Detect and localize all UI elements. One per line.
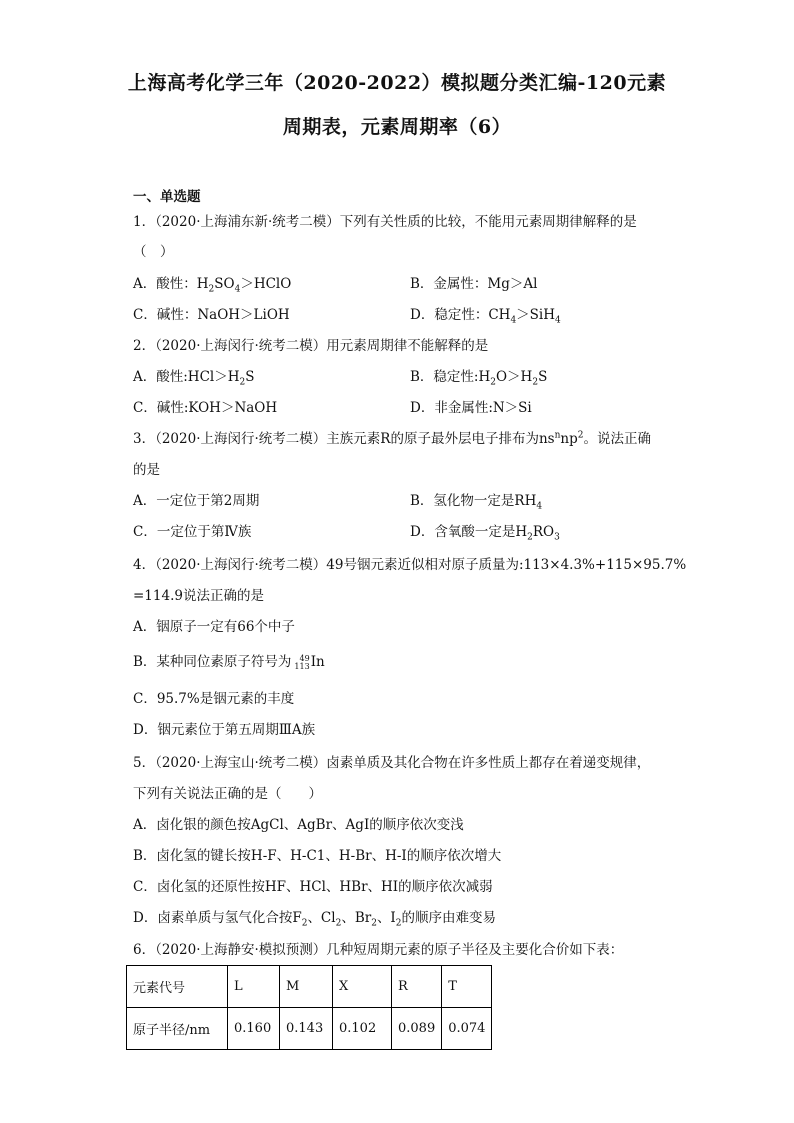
q5-option-a: A．卤化银的颜色按AgCl、AgBr、AgI的顺序依次变浅 — [133, 817, 464, 833]
q3-option-b: B．氢化物一定是$RH_4$ — [410, 493, 543, 512]
q2-option-a: A．酸性$:HCl>H_2S$ — [133, 369, 255, 388]
q3-stem: 3．（2020·上海闵行·统考二模）主族元素R的原子最外层电子排布为$ns^nnp^2$。说法正确 — [133, 430, 651, 447]
table-cell: 0.160 — [228, 1008, 280, 1050]
table-cell: 0.074 — [442, 1008, 492, 1050]
table-cell: 原子半径/nm — [127, 1008, 228, 1050]
document-title-line2: 周期表，元素周期率（6） — [282, 116, 512, 138]
element-data-table — [126, 965, 492, 1050]
q3-option-c: C．一定位于第Ⅳ族 — [133, 524, 252, 540]
q3-option-a: A．一定位于第2周期 — [133, 493, 260, 509]
q5-stem: 5．（2020·上海宝山·统考二模）卤素单质及其化合物在许多性质上都存在着递变规律， — [133, 755, 651, 771]
q3-option-d: D．含氧酸一定是$H_2RO_3$ — [410, 524, 560, 543]
table-cell: 0.143 — [280, 1008, 333, 1050]
table-row — [127, 1008, 492, 1050]
q4-option-a: A．铟原子一定有66个中子 — [133, 619, 295, 635]
table-cell: R — [392, 966, 442, 1008]
table-cell: L — [228, 966, 280, 1008]
q1-option-d: D．稳定性：$CH_4>SiH_4$ — [410, 307, 561, 326]
q1-option-b: B．金属性：Mg＞Al — [410, 276, 538, 292]
q5-stem-cont: 下列有关说法正确的是（ ） — [133, 786, 322, 802]
table-cell: 0.102 — [333, 1008, 392, 1050]
table-cell: T — [442, 966, 492, 1008]
q5-option-b: B．卤化氢的键长按H-F、H-C1、H-Br、H-I的顺序依次增大 — [133, 848, 502, 864]
q4-option-d: D．铟元素位于第五周期ⅢA族 — [133, 722, 316, 738]
q1-paren: （ ） — [133, 244, 174, 260]
q3-stem-cont: 的是 — [133, 462, 160, 478]
q4-option-b: B．某种同位素原子符号为 49 113 In — [133, 653, 325, 671]
q4-stem: 4．（2020·上海闵行·统考二模）49号铟元素近似相对原子质量为:113×4.3%+115×95.7% — [133, 557, 687, 573]
q5-option-c: C．卤化氢的还原性按HF、HCl、HBr、HI的顺序依次减弱 — [133, 879, 493, 895]
nuclide-notation: 49 113 — [294, 653, 310, 671]
q1-option-c: C．碱性：NaOH＞LiOH — [133, 307, 290, 323]
q6-stem: 6．（2020·上海静安·模拟预测）几种短周期元素的原子半径及主要化合价如下表： — [133, 942, 624, 958]
q1-stem: 1．（2020·上海浦东新·统考二模）下列有关性质的比较，不能用元素周期律解释的是 — [133, 214, 637, 230]
q5-option-d: D．卤素单质与氢气化合按$F_2$、$Cl_2$、$Br_2$、$I_2$的顺序由难变易 — [133, 910, 497, 929]
table-cell: X — [333, 966, 392, 1008]
q2-option-d: D．非金属性:N＞Si — [410, 400, 532, 416]
q2-option-b: B．稳定性$:H_2O>H_2S$ — [410, 369, 548, 388]
q4-stem-cont: =114.9说法正确的是 — [133, 588, 264, 604]
table-cell: 0.089 — [392, 1008, 442, 1050]
table-cell: 元素代号 — [127, 966, 228, 1008]
q1-option-a: A．酸性：$H_2SO_4>HClO$ — [133, 276, 292, 295]
q2-option-c: C．碱性:KOH＞NaOH — [133, 400, 278, 416]
table-cell: M — [280, 966, 333, 1008]
q2-stem: 2．（2020·上海闵行·统考二模）用元素周期律不能解释的是 — [133, 338, 489, 354]
q4-option-c: C．95.7%是铟元素的丰度 — [133, 691, 295, 707]
section-heading: 一、单选题 — [133, 189, 201, 205]
table-header-row — [127, 966, 492, 1008]
document-title-line1: 上海高考化学三年（2020-2022）模拟题分类汇编-120元素 — [127, 72, 667, 94]
